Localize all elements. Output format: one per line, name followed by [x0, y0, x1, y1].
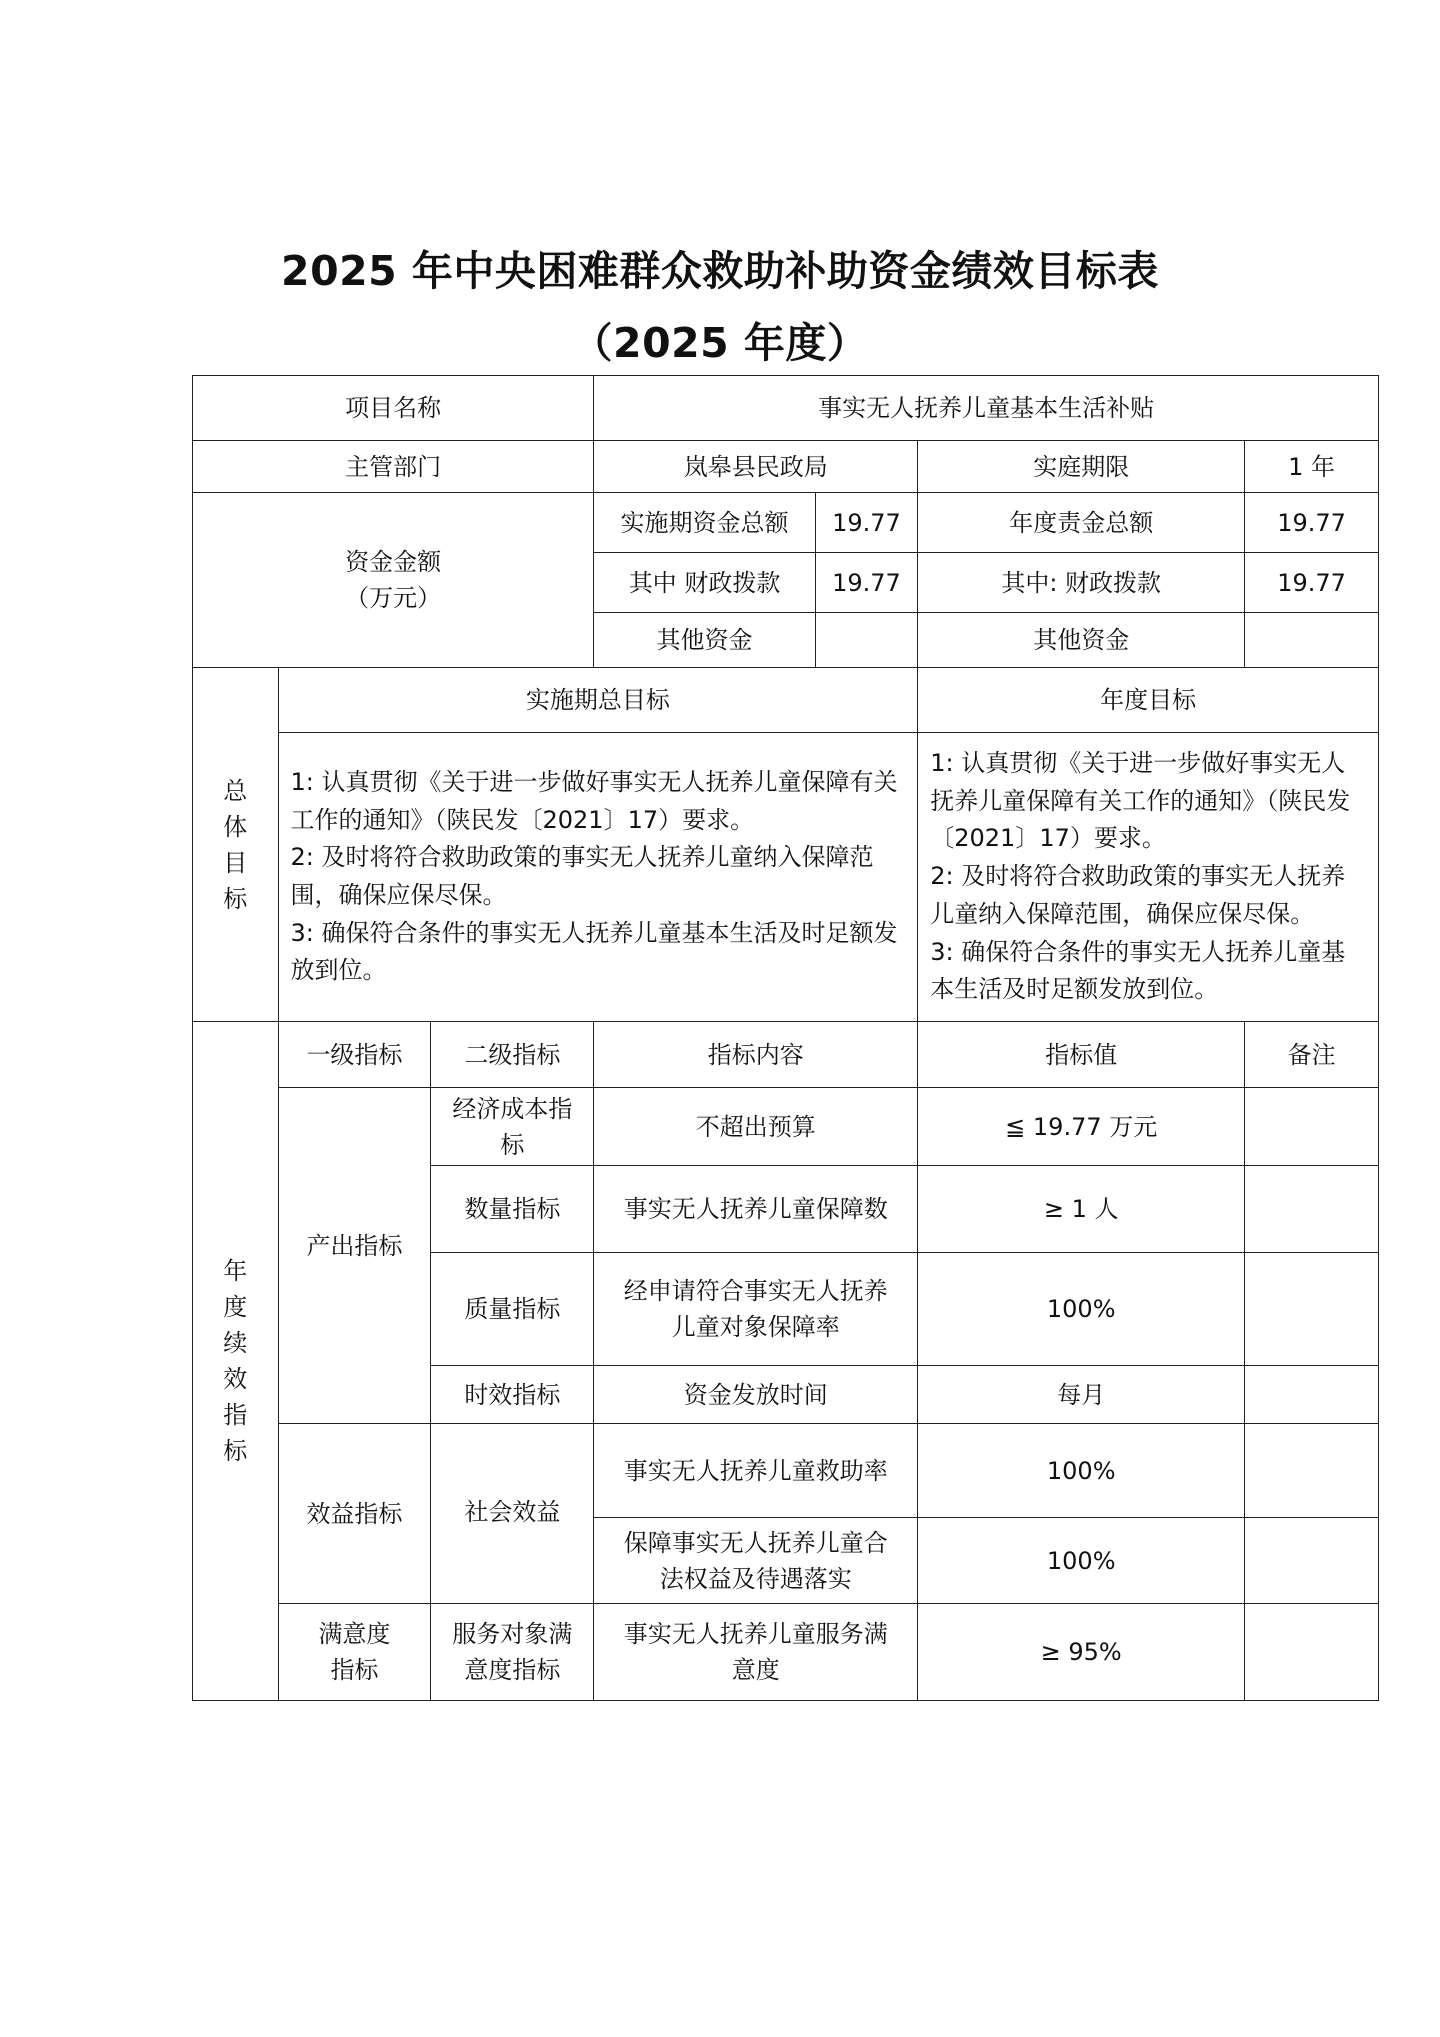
performance-char: 年	[223, 1257, 248, 1285]
content-header: 指标内容	[594, 1022, 918, 1088]
remark-cell	[1245, 1604, 1379, 1701]
funds-total-row	[193, 493, 1379, 553]
annual-total-value: 19.77	[1245, 493, 1379, 553]
content-line: 事实无人抚养儿童服务满	[623, 1620, 888, 1648]
overall-goal-char: 目	[223, 848, 248, 877]
funds-amount-label	[193, 493, 594, 668]
indicator-header-row	[193, 1022, 1379, 1088]
level2-line: 服务对象满	[452, 1620, 573, 1648]
level2-cell	[431, 1604, 594, 1701]
project-name-value: 事实无人抚养儿童基本生活补贴	[594, 376, 1379, 441]
value-cell: ≥ 1 人	[918, 1166, 1245, 1253]
remark-cell	[1245, 1088, 1379, 1166]
annual-goal-item: 2: 及时将符合救助政策的事实无人抚养儿童纳入保障范围，确保应保尽保。	[930, 862, 1346, 928]
period-label: 实庭期限	[918, 441, 1245, 493]
impl-goal-text	[278, 733, 918, 1022]
content-cell: 事实无人抚养儿童救助率	[594, 1424, 918, 1518]
performance-char: 指	[223, 1401, 248, 1429]
indicator-row	[193, 1088, 1379, 1166]
department-row	[193, 441, 1379, 493]
impl-total-value: 19.77	[815, 493, 918, 553]
indicator-row	[193, 1604, 1379, 1701]
remark-cell	[1245, 1166, 1379, 1253]
level2-line: 意度指标	[464, 1656, 561, 1684]
annual-goal-item: 3: 确保符合条件的事实无人抚养儿童基本生活及时足额发放到位。	[930, 937, 1346, 1004]
performance-char: 续	[223, 1329, 248, 1357]
impl-total-label: 实施期资金总额	[594, 493, 815, 553]
overall-goal-label	[193, 668, 279, 1022]
value-cell: 100%	[918, 1253, 1245, 1366]
content-line: 法权益及待遇落实	[659, 1564, 852, 1593]
impl-other-label: 其他资金	[594, 613, 815, 668]
impl-goal-item: 1: 认真贯彻《关于进一步做好事实无人抚养儿童保障有关工作的通知》（陕民发〔2021〕17）要求。	[290, 767, 898, 834]
value-cell: 100%	[918, 1424, 1245, 1518]
content-cell: 不超出预算	[594, 1088, 918, 1166]
annual-goal-header: 年度目标	[918, 668, 1379, 733]
annual-fiscal-label: 其中: 财政拨款	[918, 553, 1245, 613]
remark-cell	[1245, 1253, 1379, 1366]
content-line: 儿童对象保障率	[671, 1313, 840, 1341]
funds-amount-label-line2: （万元）	[345, 584, 442, 612]
level2-cell: 社会效益	[431, 1424, 594, 1604]
performance-char: 效	[223, 1365, 248, 1393]
performance-char: 度	[223, 1293, 248, 1321]
impl-goal-item: 3: 确保符合条件的事实无人抚养儿童基本生活及时足额发放到位。	[290, 918, 898, 985]
funds-amount-label-line1: 资金金额	[345, 548, 442, 576]
content-cell: 事实无人抚养儿童保障数	[594, 1166, 918, 1253]
impl-fiscal-label: 其中 财政拨款	[594, 553, 815, 613]
level2-cell: 时效指标	[431, 1366, 594, 1424]
period-value: 1 年	[1245, 441, 1379, 493]
performance-char: 标	[223, 1437, 248, 1465]
performance-goal-table	[192, 375, 1379, 1701]
level2-header: 二级指标	[431, 1022, 594, 1088]
annual-goal-text	[918, 733, 1379, 1022]
department-value: 岚皋县民政局	[594, 441, 918, 493]
document-title: 2025 年中央困难群众救助补助资金绩效目标表	[281, 247, 1159, 295]
value-cell: ≥ 95%	[918, 1604, 1245, 1701]
indicator-row	[193, 1424, 1379, 1518]
remark-cell	[1245, 1424, 1379, 1518]
annual-other-value	[1245, 613, 1379, 668]
value-header: 指标值	[918, 1022, 1245, 1088]
value-cell: 每月	[918, 1366, 1245, 1424]
impl-other-value	[815, 613, 918, 668]
annual-goal-item: 1: 认真贯彻《关于进一步做好事实无人抚养儿童保障有关工作的通知》（陕民发〔2021〕17）要求。	[930, 749, 1351, 853]
output-indicator-label: 产出指标	[278, 1088, 431, 1424]
remark-cell	[1245, 1366, 1379, 1424]
level2-cell: 质量指标	[431, 1253, 594, 1366]
impl-goal-header: 实施期总目标	[278, 668, 918, 733]
level2-line: 标	[500, 1130, 525, 1159]
annual-fiscal-value: 19.77	[1245, 553, 1379, 613]
overall-goal-char: 总	[223, 776, 248, 805]
overall-goal-header-row	[193, 668, 1379, 733]
overall-goal-char: 标	[223, 884, 248, 913]
document-subtitle: （2025 年度）	[571, 319, 869, 367]
content-line: 意度	[731, 1656, 780, 1684]
satisfaction-indicator-label	[278, 1604, 431, 1701]
annual-other-label: 其他资金	[918, 613, 1245, 668]
level2-cell	[431, 1088, 594, 1166]
value-cell: 100%	[918, 1518, 1245, 1604]
content-line: 经申请符合事实无人抚养	[623, 1277, 888, 1305]
content-cell: 资金发放时间	[594, 1366, 918, 1424]
satisfaction-label-line: 满意度	[318, 1620, 391, 1648]
remark-header: 备注	[1245, 1022, 1379, 1088]
level2-line: 经济成本指	[452, 1094, 573, 1123]
content-cell	[594, 1253, 918, 1366]
level2-cell: 数量指标	[431, 1166, 594, 1253]
overall-goal-content-row	[193, 733, 1379, 1022]
department-label: 主管部门	[193, 441, 594, 493]
content-cell	[594, 1604, 918, 1701]
impl-goal-item: 2: 及时将符合救助政策的事实无人抚养儿童纳入保障范围，确保应保尽保。	[290, 843, 874, 909]
annual-total-label: 年度责金总额	[918, 493, 1245, 553]
project-name-label: 项目名称	[193, 376, 594, 441]
overall-goal-char: 体	[223, 812, 248, 841]
content-cell	[594, 1518, 918, 1604]
value-cell: ≦ 19.77 万元	[918, 1088, 1245, 1166]
benefit-indicator-label: 效益指标	[278, 1424, 431, 1604]
satisfaction-label-line: 指标	[330, 1656, 379, 1684]
level1-header: 一级指标	[278, 1022, 431, 1088]
project-name-row	[193, 376, 1379, 441]
content-line: 保障事实无人抚养儿童合	[623, 1528, 888, 1557]
impl-fiscal-value: 19.77	[815, 553, 918, 613]
annual-performance-label	[193, 1022, 279, 1701]
remark-cell	[1245, 1518, 1379, 1604]
